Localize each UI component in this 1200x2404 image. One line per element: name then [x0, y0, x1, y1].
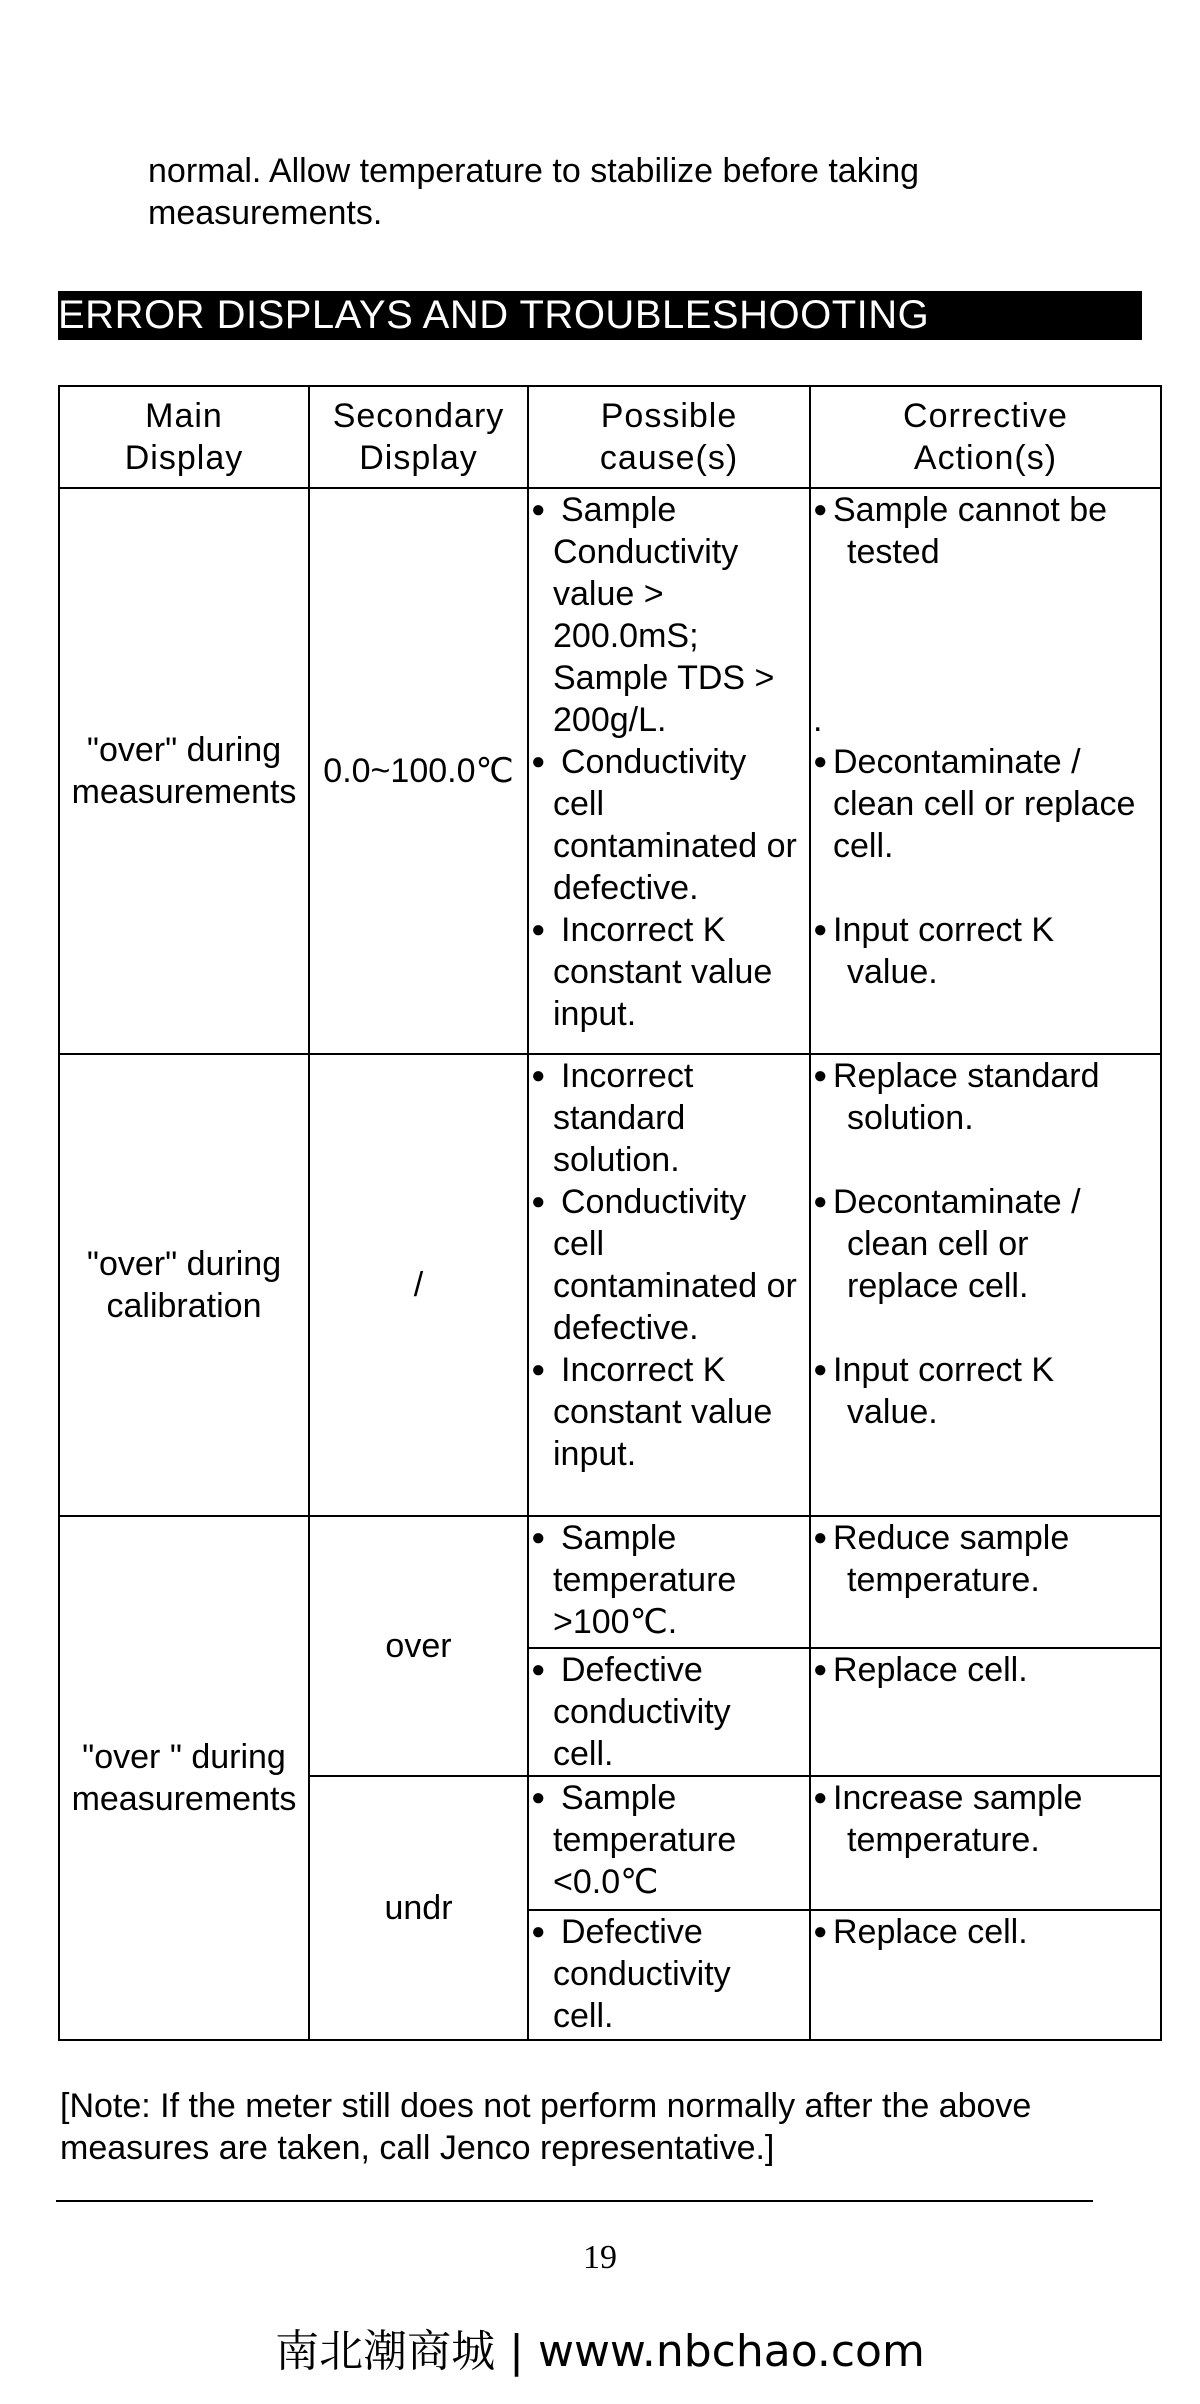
spacer	[811, 1139, 1160, 1181]
action-item: ● Reduce sample temperature.	[811, 1517, 1160, 1601]
spacer	[811, 1307, 1160, 1349]
action-cell	[810, 488, 1161, 1054]
secondary-display-cell: 0.0~100.0℃	[309, 488, 528, 1054]
cause-cell	[528, 1648, 810, 1776]
stray-dot: .	[813, 701, 823, 739]
table-row	[59, 1054, 1161, 1516]
action-cell	[810, 1648, 1161, 1776]
spacer	[811, 867, 1160, 909]
action-item: ● Replace standard solution.	[811, 1055, 1160, 1139]
action-cell	[810, 1776, 1161, 1910]
cause-item: ● Sample Conductivity value > 200.0mS; Sample TDS > 200g/L.	[529, 489, 809, 741]
main-display-cell: "over" during measurements	[59, 488, 309, 1054]
table-header-row	[59, 386, 1161, 488]
cause-cell	[528, 1054, 810, 1516]
note-line: measures are taken, call Jenco representative.]	[60, 2129, 775, 2167]
cause-item: ● Sample temperature <0.0℃	[529, 1777, 809, 1903]
action-item: ● Increase sample temperature.	[811, 1777, 1160, 1861]
section-heading: ERROR DISPLAYS AND TROUBLESHOOTING	[58, 291, 1142, 340]
action-cell	[810, 1054, 1161, 1516]
watermark-text: 南北潮商城 | www.nbchao.com	[275, 2326, 925, 2377]
intro-line: normal. Allow temperature to stabilize before taking	[148, 152, 920, 190]
cause-cell	[528, 488, 810, 1054]
cause-item: ● Incorrect K constant value input.	[529, 909, 809, 1035]
spacer	[811, 615, 1160, 657]
header-main-display: Main Display	[59, 386, 309, 488]
main-display-cell: "over" during calibration	[59, 1054, 309, 1516]
footer-divider	[56, 2200, 1093, 2202]
intro-line: measurements.	[148, 194, 383, 232]
cause-item: ● Sample temperature >100℃.	[529, 1517, 809, 1643]
intro-paragraph	[148, 150, 1048, 234]
table-row	[59, 1516, 1161, 1648]
cause-item: ● Conductivity cell contaminated or defective.	[529, 1181, 809, 1349]
cause-item: ● Incorrect K constant value input.	[529, 1349, 809, 1475]
troubleshooting-table	[58, 385, 1162, 2041]
secondary-display-cell: /	[309, 1054, 528, 1516]
spacer	[811, 573, 1160, 615]
secondary-display-cell: over	[309, 1516, 528, 1776]
action-item: ● Decontaminate / clean cell or replace cell.	[811, 1181, 1160, 1307]
header-corrective-actions: Corrective Action(s)	[810, 386, 1161, 488]
action-item: ● Replace cell.	[811, 1649, 1160, 1691]
cause-cell	[528, 1910, 810, 2040]
header-possible-causes: Possible cause(s)	[528, 386, 810, 488]
main-display-cell: "over " during measurements	[59, 1516, 309, 2040]
action-item: ● Sample cannot be tested	[811, 489, 1160, 573]
spacer	[811, 657, 1160, 699]
cause-cell	[528, 1776, 810, 1910]
note-paragraph	[60, 2085, 1160, 2169]
cause-cell	[528, 1516, 810, 1648]
cause-item: ● Incorrect standard solution.	[529, 1055, 809, 1181]
action-item: ● Input correct K value.	[811, 909, 1160, 993]
action-cell	[810, 1516, 1161, 1648]
action-item: ● Replace cell.	[811, 1911, 1160, 1953]
cause-item: ● Defective conductivity cell.	[529, 1911, 809, 2037]
action-cell	[810, 1910, 1161, 2040]
cause-item: ● Defective conductivity cell.	[529, 1649, 809, 1775]
header-secondary-display: Secondary Display	[309, 386, 528, 488]
action-item: ● Decontaminate / clean cell or replace cell.	[811, 741, 1160, 867]
cause-item: ● Conductivity cell contaminated or defective.	[529, 741, 809, 909]
note-line: [Note: If the meter still does not perform normally after the above	[60, 2087, 1032, 2125]
table-row	[59, 488, 1161, 1054]
action-item: ● Input correct K value.	[811, 1349, 1160, 1433]
secondary-display-cell: undr	[309, 1776, 528, 2040]
page-number: 19	[583, 2239, 617, 2276]
